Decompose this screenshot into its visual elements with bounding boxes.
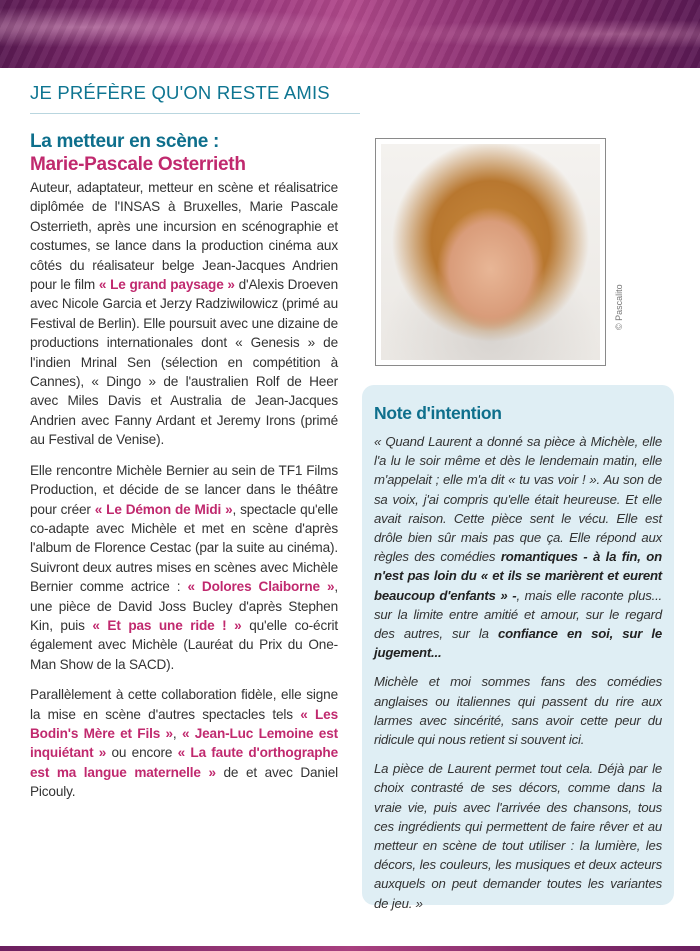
photo-credit: © Pascalito [614,284,624,330]
highlighted-title: « Le Démon de Midi » [94,501,233,517]
text-run: d'Alexis Droeven avec Nicole Garcia et Jerzy Radziwilowicz (primé au Festival de Berlin). Elle poursuit avec une dizaine de productions internationales dont « Genesis » de l'indien Mrinal Sen (sélection en compétition à Cannes), « Dingo » de l'australien Rolf de Heer avec Miles Davis et Australia de Jean-Jacques Andrien avec Fanny Ardant et Jeremy Irons (primé au Festival de Venise). [30,277,339,448]
biography-text [30,178,338,813]
text-run: , spectacle qu'elle co-adapte avec Michèle et met en scène d'après l'album de Florence Cestac (par la suite au cinéma). Suivront deux autres mises en scènes avec Michèle Bernier comme actrice : [30,501,338,595]
text-run: ou encore [106,745,178,761]
text-run: , une pièce de David Joss Bucley d'après Stephen Kin, puis [30,579,338,633]
text-run: Michèle et moi sommes fans des comédies anglaises ou italiennes qui passent du rire aux larmes avec sincérité, sans avoir cette peur du ridicule qui nous retient si souvent ici. [374,674,662,748]
portrait-photo [381,144,600,360]
text-run: qu'elle co-écrit également avec Michèle (Lauréat du Prix du One-Man Show de la SACD). [30,617,338,672]
note-body [374,432,662,913]
emphasis-text: confiance en soi, sur le jugement... [374,626,662,661]
bio-paragraph-1 [30,178,338,450]
note-paragraph-2 [374,672,662,749]
note-paragraph-1 [374,432,662,662]
title-name: Marie-Pascale Osterrieth [30,154,246,175]
highlighted-title: « La faute d'orthographe est ma langue maternelle » [30,745,338,780]
highlighted-title: « Le grand paysage » [98,277,235,293]
note-title: Note d'intention [374,403,502,423]
bio-paragraph-2 [30,461,338,674]
text-run: Parallèlement à cette collaboration fidèle, elle signe la mise en scène d'autres spectacles tels [30,687,338,722]
header-banner [0,0,700,68]
highlighted-title: « Les Bodin's Mère et Fils » [30,706,338,741]
title-role: La metteur en scène : [30,131,220,152]
running-head: JE PRÉFÈRE QU'ON RESTE AMIS [30,82,330,103]
text-run: « Quand Laurent a donné sa pièce à Michèle, elle l'a lu le soir même et dès le lendemain matin, elle m'appelait ; elle m'a dit « tu vas voir ! ». Au son de sa voix, j'ai compris qu'elle était heureuse. Et elle avait raison. Cette pièce sent le vécu. Elle est drôle bien sûr mais pas que ça. Elle répond aux règles des comédies [374,434,662,565]
emphasis-text: romantiques - à la fin, on n'est pas loin du « et ils se marièrent et eurent beaucoup d'enfants » - [374,549,662,603]
note-paragraph-3 [374,759,662,913]
article-title [30,130,246,176]
footer-rule [0,946,700,951]
note-of-intention-box [362,385,674,911]
text-run: , [172,725,182,741]
text-run: La pièce de Laurent permet tout cela. Déjà par le choix contrasté de ses décors, comme dans la vraie vie, puis avec l'arrivée des chansons, tous ces ingrédients qui permettent de faire rêver et au metteur en scène de tout utiliser : la lumière, les décors, les couleurs, les musiques et deux acteurs auxquels on peut demander toutes les variantes de jeu. » [374,761,662,911]
portrait-frame [375,138,606,366]
text-run: Auteur, adaptateur, metteur en scène et réalisatrice diplômée de l'INSAS à Bruxelles, Marie Pascale Osterrieth, après une incursion en scénographie et costumes, se lance dans la production cinéma aux côtés du réalisateur belge Jean-Jacques Andrien pour le film [30,180,338,293]
highlighted-title: « Dolores Claiborne » [187,579,335,595]
bio-paragraph-3 [30,685,338,801]
text-run: Elle rencontre Michèle Bernier au sein de TF1 Films Production, et décide de se lancer dans le théâtre pour créer [30,462,338,517]
header-divider [30,113,360,114]
text-run: , mais elle raconte plus... sur la limite entre amitié et amour, sur le regard des autres, sur la [374,587,662,642]
highlighted-title: « Et pas une ride ! » [92,617,242,633]
highlighted-title: « Jean-Luc Lemoine est inquiétant » [30,725,339,761]
text-run: de et avec Daniel Picouly. [30,764,338,800]
